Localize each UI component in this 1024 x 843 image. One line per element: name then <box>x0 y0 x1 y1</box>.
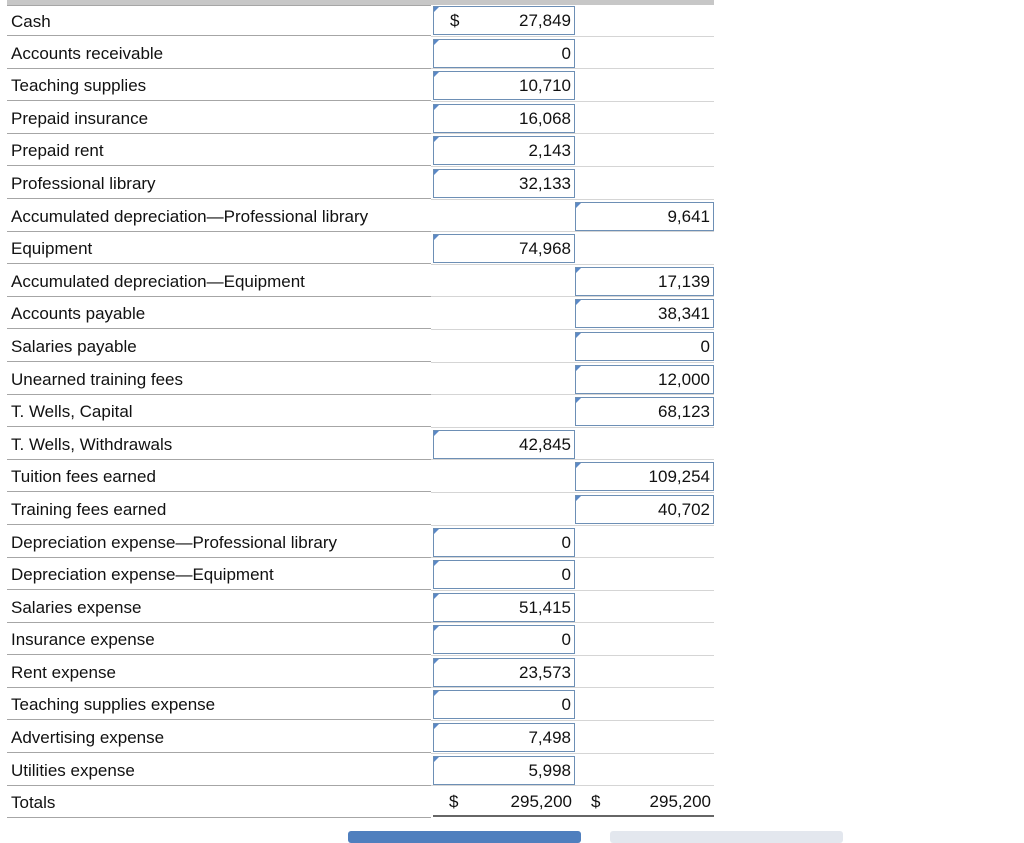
credit-cell <box>575 136 714 165</box>
debit-value: 2,143 <box>528 141 571 161</box>
debit-value: 7,498 <box>528 728 571 748</box>
debit-cell[interactable] <box>433 593 575 622</box>
table-row <box>7 70 714 103</box>
table-row <box>7 722 714 755</box>
row-divider <box>431 329 714 330</box>
account-label: Equipment <box>7 233 431 264</box>
credit-cell <box>575 625 714 654</box>
totals-row <box>7 787 714 820</box>
currency-symbol: $ <box>449 792 459 812</box>
credit-value: 9,641 <box>667 206 710 226</box>
credit-cell[interactable] <box>575 365 714 394</box>
row-divider <box>431 264 714 265</box>
row-divider <box>431 362 714 363</box>
credit-cell[interactable] <box>575 299 714 328</box>
debit-cell[interactable] <box>433 6 575 35</box>
credit-cell <box>575 430 714 459</box>
account-label: T. Wells, Withdrawals <box>7 429 431 460</box>
debit-cell[interactable] <box>433 136 575 165</box>
debit-cell[interactable] <box>433 104 575 133</box>
credit-cell <box>575 658 714 687</box>
row-divider <box>431 394 714 395</box>
debit-cell[interactable] <box>433 430 575 459</box>
debit-cell[interactable] <box>433 39 575 68</box>
account-label: Cash <box>7 5 431 36</box>
debit-cell[interactable] <box>433 625 575 654</box>
table-row <box>7 103 714 136</box>
debit-cell <box>433 462 575 491</box>
debit-value: 16,068 <box>519 108 571 128</box>
account-label: Salaries payable <box>7 331 431 362</box>
debit-cell[interactable] <box>433 71 575 100</box>
table-row <box>7 364 714 397</box>
row-divider <box>431 655 714 656</box>
secondary-button[interactable] <box>610 831 843 843</box>
table-row <box>7 559 714 592</box>
account-label: Depreciation expense—Equipment <box>7 559 431 590</box>
row-divider <box>431 101 714 102</box>
debit-cell[interactable] <box>433 723 575 752</box>
totals-label: Totals <box>7 787 431 818</box>
debit-value: 0 <box>561 695 571 715</box>
table-row <box>7 331 714 364</box>
credit-cell <box>575 593 714 622</box>
debit-value: 0 <box>561 43 571 63</box>
account-label: Unearned training fees <box>7 364 431 395</box>
credit-cell[interactable] <box>575 202 714 231</box>
credit-value: 68,123 <box>658 402 710 422</box>
row-divider <box>431 166 714 167</box>
account-label: Insurance expense <box>7 624 431 655</box>
account-label: Prepaid insurance <box>7 103 431 134</box>
credit-value: 17,139 <box>658 271 710 291</box>
debit-cell <box>433 267 575 296</box>
table-row <box>7 624 714 657</box>
row-divider <box>431 427 714 428</box>
primary-button[interactable] <box>348 831 581 843</box>
account-label: Utilities expense <box>7 755 431 786</box>
row-divider <box>431 492 714 493</box>
row-divider <box>431 622 714 623</box>
row-divider <box>431 459 714 460</box>
row-divider <box>431 753 714 754</box>
debit-value: 0 <box>561 532 571 552</box>
table-row <box>7 461 714 494</box>
account-label: Teaching supplies <box>7 70 431 101</box>
debit-cell <box>433 202 575 231</box>
row-divider <box>431 687 714 688</box>
row-divider <box>431 720 714 721</box>
credit-cell <box>575 71 714 100</box>
credit-cell[interactable] <box>575 462 714 491</box>
row-divider <box>431 68 714 69</box>
table-row <box>7 755 714 788</box>
row-divider <box>431 296 714 297</box>
account-label: Training fees earned <box>7 494 431 525</box>
debit-cell <box>433 397 575 426</box>
debit-value: 10,710 <box>519 76 571 96</box>
account-label: Advertising expense <box>7 722 431 753</box>
debit-cell[interactable] <box>433 756 575 785</box>
credit-cell[interactable] <box>575 495 714 524</box>
currency-symbol: $ <box>591 792 601 812</box>
debit-cell <box>433 332 575 361</box>
table-row <box>7 657 714 690</box>
credit-cell <box>575 756 714 785</box>
account-label: Accounts payable <box>7 298 431 329</box>
debit-value: 0 <box>561 565 571 585</box>
debit-cell <box>433 495 575 524</box>
account-label: T. Wells, Capital <box>7 396 431 427</box>
account-label: Accumulated depreciation—Professional library <box>7 201 431 232</box>
table-row <box>7 429 714 462</box>
credit-cell <box>575 104 714 133</box>
debit-cell[interactable] <box>433 658 575 687</box>
row-divider <box>431 199 714 200</box>
debit-cell[interactable] <box>433 234 575 263</box>
account-label: Depreciation expense—Professional library <box>7 527 431 558</box>
credit-cell[interactable] <box>575 267 714 296</box>
table-row <box>7 168 714 201</box>
debit-value: 0 <box>561 630 571 650</box>
credit-cell <box>575 560 714 589</box>
table-row <box>7 135 714 168</box>
debit-value: 42,845 <box>519 434 571 454</box>
table-row <box>7 201 714 234</box>
account-label: Teaching supplies expense <box>7 689 431 720</box>
table-row <box>7 38 714 71</box>
account-label: Professional library <box>7 168 431 199</box>
credit-value: 40,702 <box>658 499 710 519</box>
row-divider <box>431 133 714 134</box>
row-divider <box>431 36 714 37</box>
credit-cell <box>575 169 714 198</box>
account-label: Rent expense <box>7 657 431 688</box>
total-debit-value: 295,200 <box>510 792 572 812</box>
credit-cell <box>575 39 714 68</box>
debit-cell <box>433 365 575 394</box>
currency-symbol: $ <box>450 11 460 30</box>
row-divider <box>431 785 714 786</box>
row-divider <box>431 525 714 526</box>
credit-cell[interactable] <box>575 397 714 426</box>
table-row <box>7 266 714 299</box>
credit-cell <box>575 6 714 35</box>
credit-cell <box>575 234 714 263</box>
table-row <box>7 5 714 38</box>
credit-value: 38,341 <box>658 304 710 324</box>
account-label: Tuition fees earned <box>7 461 431 492</box>
account-label: Accumulated depreciation—Equipment <box>7 266 431 297</box>
total-credit-value: 295,200 <box>649 792 711 812</box>
debit-cell[interactable] <box>433 690 575 719</box>
table-row <box>7 527 714 560</box>
credit-cell <box>575 723 714 752</box>
table-row <box>7 233 714 266</box>
credit-cell <box>575 528 714 557</box>
table-row <box>7 689 714 722</box>
row-divider <box>431 590 714 591</box>
credit-cell <box>575 690 714 719</box>
debit-cell[interactable] <box>433 169 575 198</box>
debit-cell <box>433 299 575 328</box>
credit-value: 0 <box>700 336 710 356</box>
trial-balance-table <box>7 5 714 820</box>
debit-value: 51,415 <box>519 597 571 617</box>
debit-value: 32,133 <box>519 173 571 193</box>
account-label: Salaries expense <box>7 592 431 623</box>
debit-value: 74,968 <box>519 239 571 259</box>
debit-cell[interactable] <box>433 528 575 557</box>
table-row <box>7 494 714 527</box>
debit-value: 27,849 <box>519 11 571 30</box>
credit-cell[interactable] <box>575 332 714 361</box>
total-credit-cell <box>575 788 714 817</box>
row-divider <box>431 231 714 232</box>
credit-value: 109,254 <box>648 467 710 487</box>
credit-value: 12,000 <box>658 369 710 389</box>
table-row <box>7 592 714 625</box>
table-row <box>7 396 714 429</box>
row-divider <box>431 557 714 558</box>
account-label: Accounts receivable <box>7 38 431 69</box>
account-label: Prepaid rent <box>7 135 431 166</box>
debit-cell[interactable] <box>433 560 575 589</box>
debit-value: 23,573 <box>519 662 571 682</box>
table-row <box>7 298 714 331</box>
debit-value: 5,998 <box>528 760 571 780</box>
total-debit-cell <box>433 788 575 817</box>
